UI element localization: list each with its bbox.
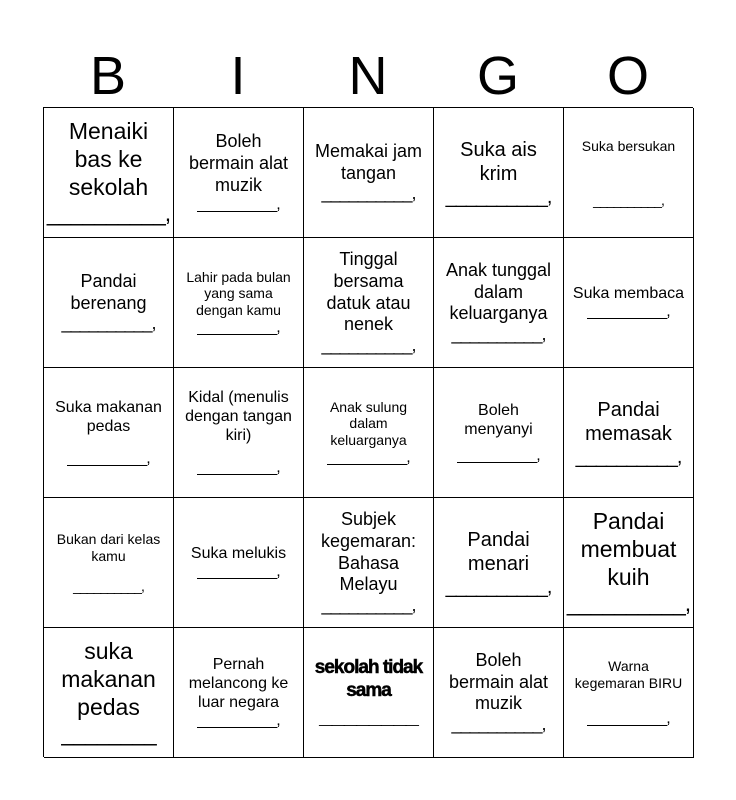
cell-blank: ________ <box>319 702 418 730</box>
cell-blank: __________, <box>327 448 410 466</box>
cell-text: Boleh bermain alat muzik <box>188 131 289 195</box>
cell-blank: __________, <box>587 303 670 321</box>
cell-text: Pandai menari <box>467 528 530 575</box>
bingo-cell[interactable] <box>434 238 564 368</box>
cell-text: Boleh menyanyi <box>464 401 533 438</box>
bingo-cell[interactable] <box>564 238 694 368</box>
cell-blank: __________, <box>321 594 416 615</box>
cell-blank: __________, <box>566 590 691 617</box>
header-letter-n: N <box>348 46 388 106</box>
cell-blank: __________, <box>197 563 280 581</box>
cell-blank: ________ <box>61 720 156 747</box>
cell-blank: __________, <box>61 313 156 334</box>
bingo-cell[interactable] <box>304 368 434 498</box>
bingo-cell[interactable] <box>564 368 694 498</box>
cell-text: Memakai jam tangan <box>314 141 423 183</box>
cell-text: sekolah tidak sama <box>314 656 423 702</box>
bingo-cell[interactable] <box>44 368 174 498</box>
cell-blank: __________, <box>451 323 546 344</box>
bingo-cell[interactable] <box>304 498 434 628</box>
bingo-cell[interactable] <box>174 628 304 758</box>
bingo-grid <box>43 107 693 757</box>
cell-text: Suka melukis <box>190 545 287 563</box>
cell-text: Bukan dari kelas kamu <box>56 531 161 564</box>
cell-blank: __________, <box>593 191 664 208</box>
header-letter-g: G <box>476 46 519 106</box>
bingo-cell-free[interactable] <box>304 628 434 758</box>
cell-text: Subjek kegemaran: Bahasa Melayu <box>320 509 417 595</box>
bingo-cell[interactable] <box>44 628 174 758</box>
cell-text: Suka membaca <box>572 285 685 303</box>
bingo-cell[interactable] <box>44 108 174 238</box>
bingo-cell[interactable] <box>564 628 694 758</box>
cell-blank: __________, <box>197 712 280 730</box>
bingo-cell[interactable] <box>434 368 564 498</box>
cell-text: Tinggal bersama datuk atau nenek <box>326 249 411 335</box>
cell-blank: __________, <box>197 196 280 214</box>
cell-blank: __________, <box>321 334 416 355</box>
cell-blank: __________, <box>197 459 280 477</box>
bingo-cell[interactable] <box>44 238 174 368</box>
cell-text: Boleh bermain alat muzik <box>448 650 549 714</box>
cell-blank: __________, <box>197 318 280 336</box>
cell-text: Suka bersukan <box>581 138 676 154</box>
bingo-cell[interactable] <box>44 498 174 628</box>
cell-blank: __________, <box>321 183 416 204</box>
header-letter-o: O <box>606 46 649 106</box>
bingo-cell[interactable] <box>304 108 434 238</box>
cell-blank: __________, <box>575 445 682 468</box>
cell-text: Pernah melancong ke luar negara <box>188 655 289 712</box>
cell-blank: __________, <box>73 577 144 594</box>
bingo-cell[interactable] <box>434 108 564 238</box>
cell-blank: __________, <box>445 575 552 598</box>
cell-text: Anak sulung dalam keluarganya <box>329 398 408 449</box>
cell-text: Pandai berenang <box>70 271 147 313</box>
cell-blank: __________, <box>451 713 546 734</box>
bingo-cell[interactable] <box>434 498 564 628</box>
cell-blank: __________, <box>46 200 171 227</box>
cell-text: Suka makanan pedas <box>55 398 162 435</box>
bingo-cell[interactable] <box>564 108 694 238</box>
cell-text: Lahir pada bulan yang sama dengan kamu <box>186 268 291 319</box>
bingo-cell[interactable] <box>174 108 304 238</box>
header-letter-b: B <box>89 46 127 106</box>
bingo-header <box>43 44 693 108</box>
bingo-cell[interactable] <box>174 238 304 368</box>
cell-text: Pandai membuat kuih <box>580 508 677 590</box>
bingo-cell[interactable] <box>564 498 694 628</box>
header-letter-i: I <box>230 46 246 106</box>
cell-text: Warna kegemaran BIRU <box>574 657 683 691</box>
cell-text: Suka ais krim <box>460 138 537 185</box>
bingo-cell[interactable] <box>304 238 434 368</box>
bingo-cell[interactable] <box>174 498 304 628</box>
cell-text: Pandai memasak <box>585 398 672 445</box>
bingo-cell[interactable] <box>434 628 564 758</box>
bingo-cell[interactable] <box>174 368 304 498</box>
cell-text: Menaiki bas ke sekolah <box>68 118 149 200</box>
cell-text: suka makanan pedas <box>61 638 156 720</box>
cell-blank: __________, <box>445 185 552 208</box>
cell-text: Anak tunggal dalam keluarganya <box>445 260 552 324</box>
cell-blank: __________, <box>67 449 150 467</box>
cell-text: Kidal (menulis dengan tangan kiri) <box>185 388 292 445</box>
cell-blank: __________, <box>587 709 670 727</box>
cell-blank: __________, <box>457 446 540 464</box>
